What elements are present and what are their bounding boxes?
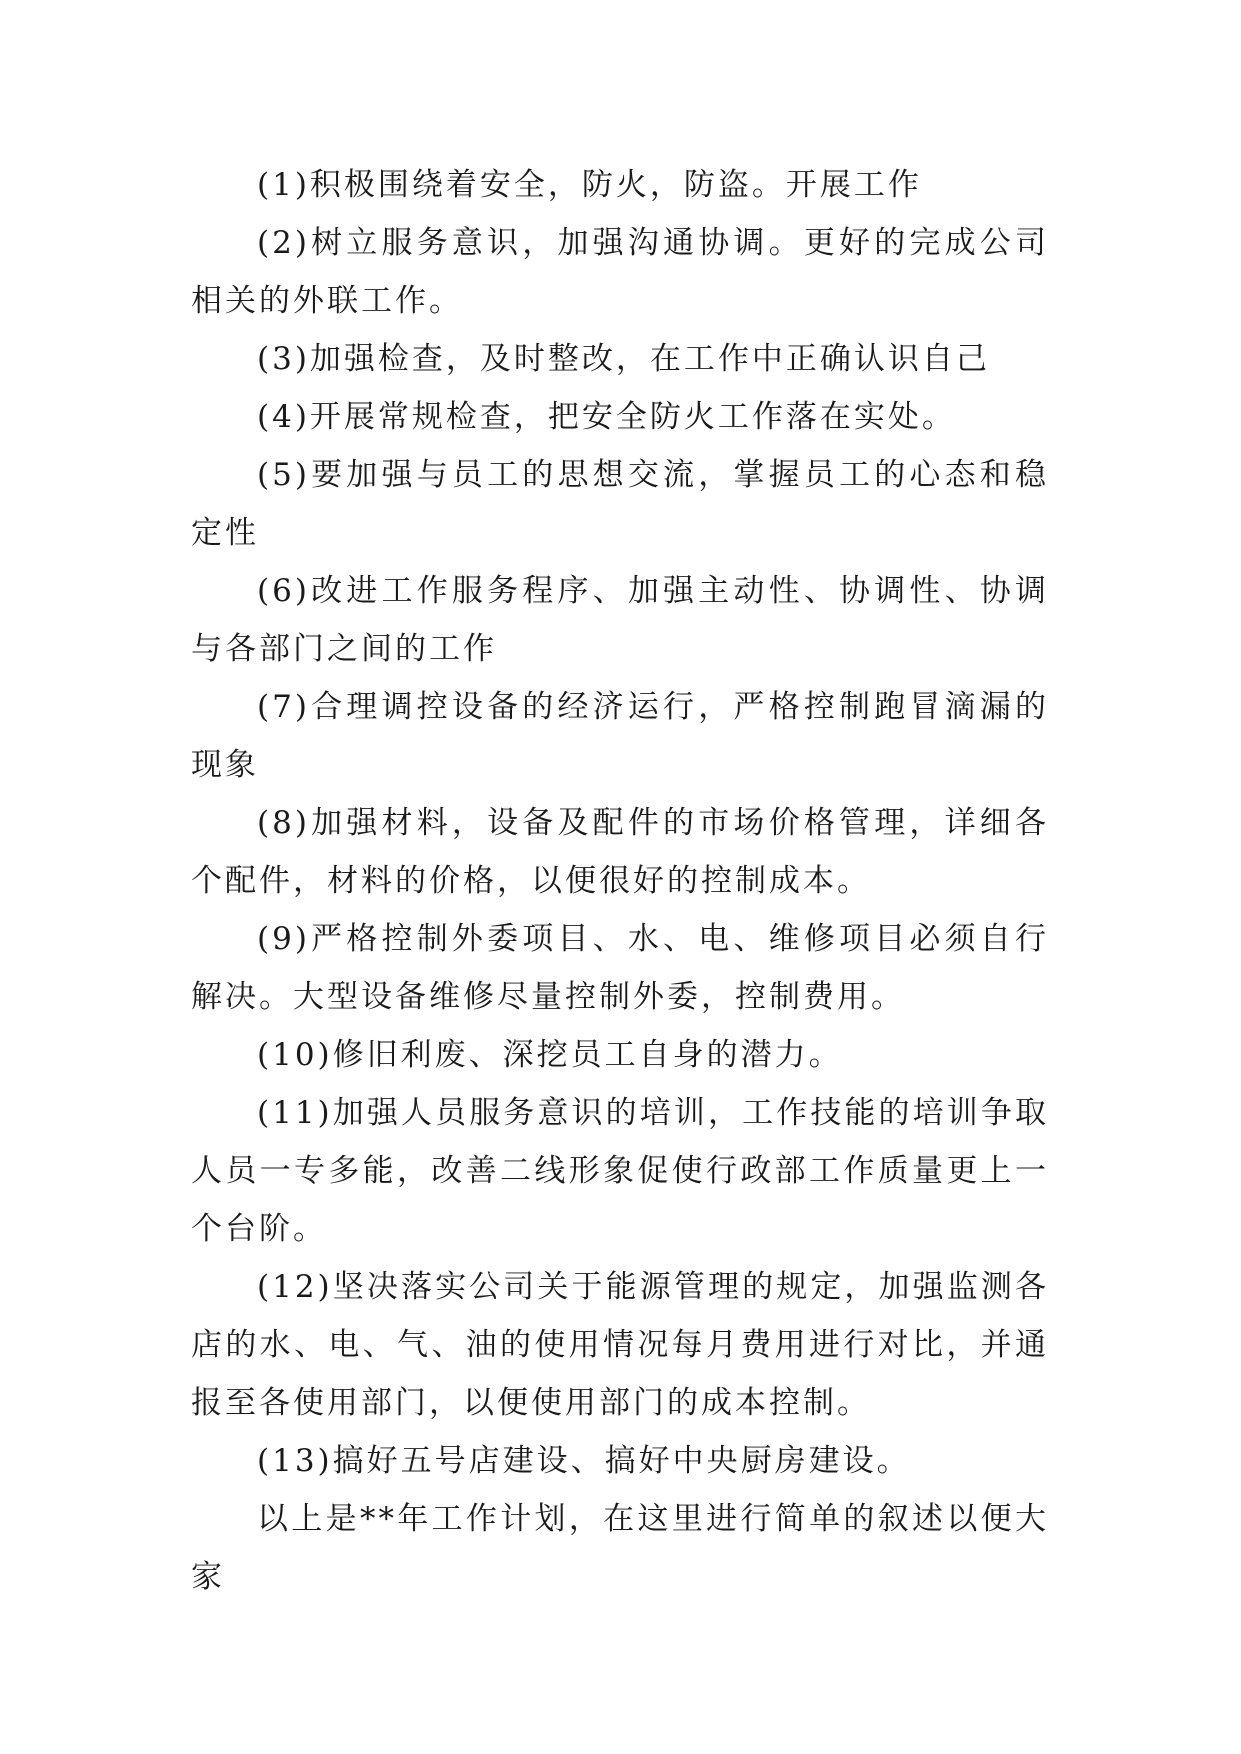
document-body <box>191 156 1049 1606</box>
paragraph-item-11: (11)加强人员服务意识的培训，工作技能的培训争取人员一专多能，改善二线形象促使行政部工作质量更上一个台阶。 <box>191 1095 1049 1247</box>
paragraph-item-1: (1)积极围绕着安全，防火，防盗。开展工作 <box>257 167 922 203</box>
paragraph-item-7: (7)合理调控设备的经济运行，严格控制跑冒滴漏的现象 <box>191 689 1049 783</box>
paragraph-item-12: (12)坚决落实公司关于能源管理的规定，加强监测各店的水、电、气、油的使用情况每月费用进行对比，并通报至各使用部门，以便使用部门的成本控制。 <box>191 1269 1049 1421</box>
paragraph-item-6: (6)改进工作服务程序、加强主动性、协调性、协调与各部门之间的工作 <box>191 573 1049 667</box>
paragraph-item-13: (13)搞好五号店建设、搞好中央厨房建设。 <box>257 1443 911 1479</box>
paragraph-item-10: (10)修旧利废、深挖员工自身的潜力。 <box>257 1037 843 1073</box>
paragraph-item-4: (4)开展常规检查，把安全防火工作落在实处。 <box>257 399 956 435</box>
paragraph-item-5: (5)要加强与员工的思想交流，掌握员工的心态和稳定性 <box>191 457 1049 551</box>
paragraph-item-9: (9)严格控制外委项目、水、电、维修项目必须自行解决。大型设备维修尽量控制外委，控制费用。 <box>191 921 1049 1015</box>
paragraph-item-8: (8)加强材料，设备及配件的市场价格管理，详细各个配件，材料的价格，以便很好的控制成本。 <box>191 805 1049 899</box>
paragraph-item-3: (3)加强检查，及时整改，在工作中正确认识自己 <box>257 341 990 377</box>
paragraph-item-2: (2)树立服务意识，加强沟通协调。更好的完成公司相关的外联工作。 <box>191 225 1049 319</box>
paragraph-summary: 以上是**年工作计划，在这里进行简单的叙述以便大家 <box>191 1501 1049 1595</box>
